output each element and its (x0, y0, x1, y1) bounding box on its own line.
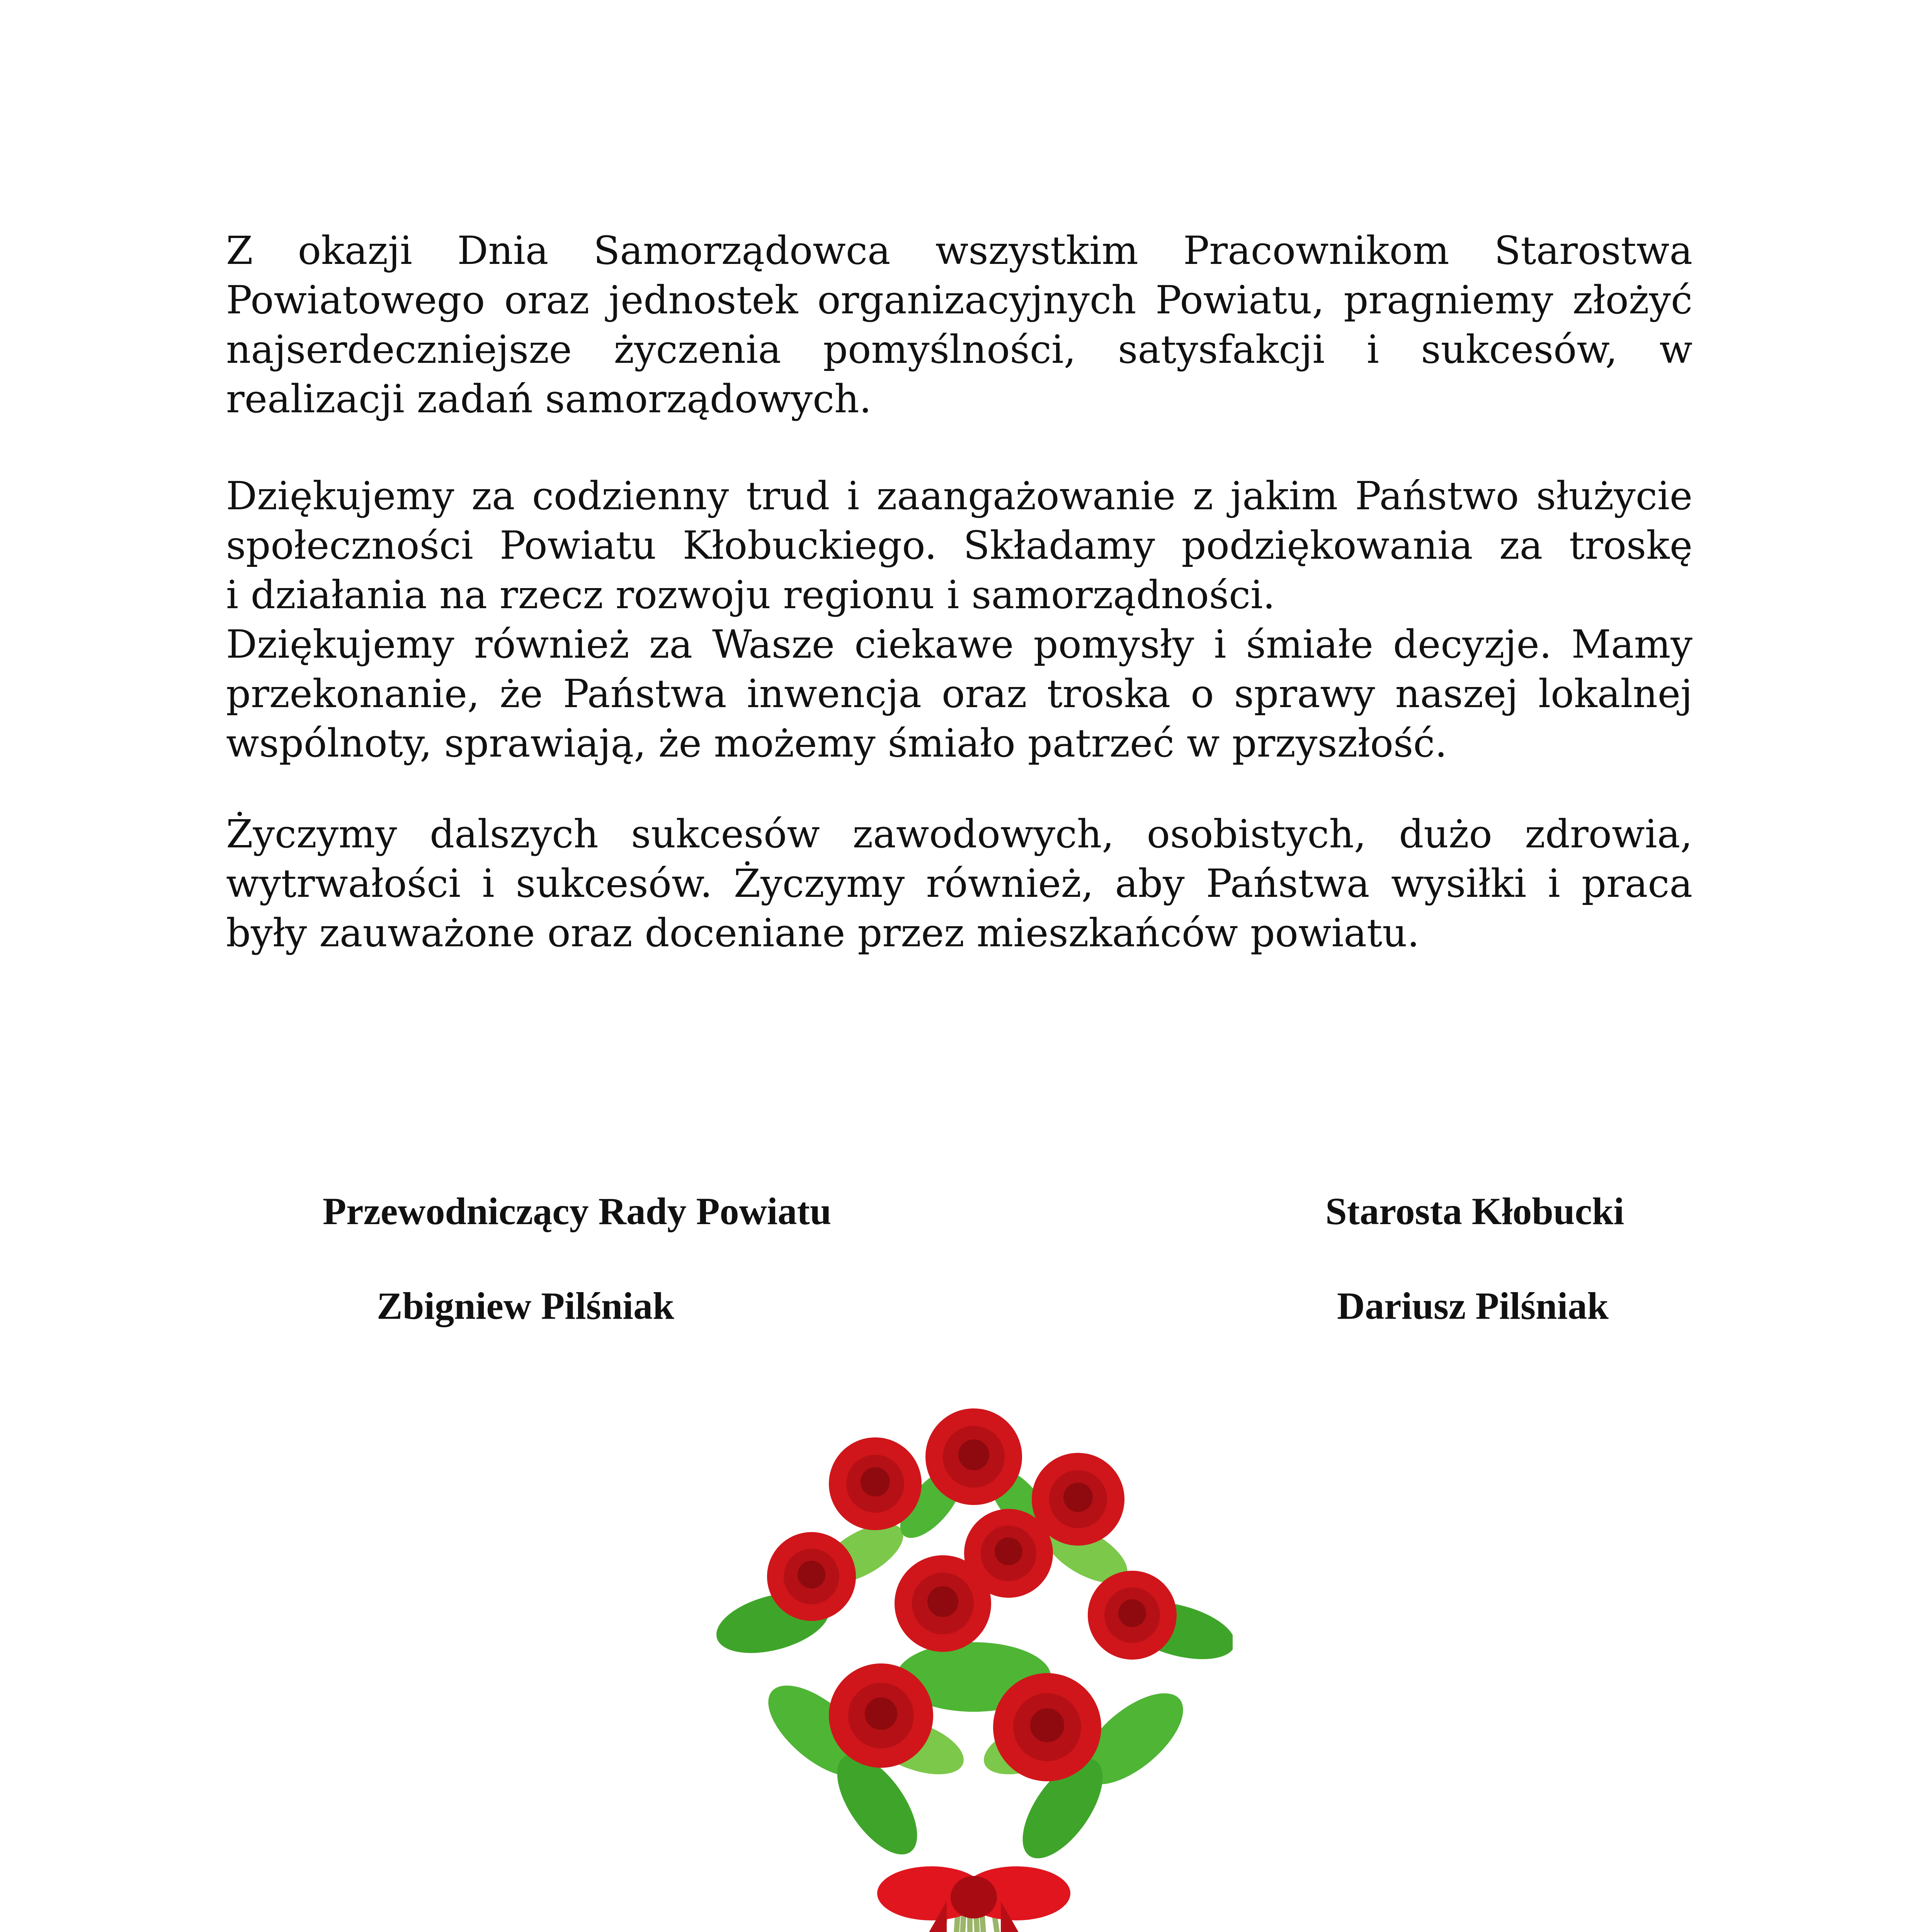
paragraph-line: przekonanie, że Państwa inwencja oraz troska o sprawy naszej lokalnej (226, 671, 1692, 716)
paragraph-line: wytrwałości i sukcesów. Życzymy również, aby Państwa wysiłki i praca (226, 861, 1692, 906)
paragraph-wishes (226, 810, 1692, 958)
paragraph-line: Z okazji Dnia Samorządowca wszystkim Pracownikom Starostwa (226, 228, 1692, 273)
rose (925, 1408, 1022, 1505)
paragraph-line: Życzymy dalszych sukcesów zawodowych, osobistych, dużo zdrowia, (226, 811, 1692, 857)
paragraph-line: i działania na rzecz rozwoju regionu i samorządności. (226, 572, 1275, 617)
paragraph-line: Dziękujemy za codzienny trud i zaangażowanie z jakim Państwo służycie (226, 473, 1692, 519)
paragraph-line: Powiatowego oraz jednostek organizacyjnych Powiatu, pragniemy złożyć (226, 277, 1692, 323)
paragraph-line: społeczności Powiatu Kłobuckiego. Składamy podziękowania za troskę (226, 523, 1692, 568)
signature-left-name: Zbigniew Pilśniak (377, 1284, 674, 1327)
rose (829, 1437, 922, 1530)
paragraph-greeting (226, 226, 1692, 424)
ribbon (877, 1866, 1070, 1932)
rose (993, 1673, 1101, 1781)
leaves (715, 1458, 1233, 1871)
paragraph-line: były zauważone oraz doceniane przez mieszkańców powiatu. (226, 910, 1420, 956)
signature-right-name: Dariusz Pilśniak (1337, 1284, 1609, 1327)
paragraph-line: realizacji zadań samorządowych. (226, 376, 872, 422)
rose (767, 1532, 856, 1621)
signature-right-title: Starosta Kłobucki (1325, 1190, 1624, 1233)
paragraph-line: Dziękujemy również za Wasze ciekawe pomysły i śmiałe decyzje. Mamy (226, 622, 1692, 667)
paragraph-line: wspólnoty, sprawiają, że możemy śmiało patrzeć w przyszłość. (226, 721, 1448, 766)
rose-bouquet-icon (715, 1406, 1233, 1932)
rose (829, 1663, 933, 1768)
paragraph-line: najserdeczniejsze życzenia pomyślności, satysfakcji i sukcesów, w (226, 327, 1692, 372)
rose (1088, 1571, 1177, 1660)
rose (895, 1555, 991, 1652)
paragraph-thanks (226, 471, 1692, 768)
signature-left-title: Przewodniczący Rady Powiatu (323, 1190, 832, 1233)
